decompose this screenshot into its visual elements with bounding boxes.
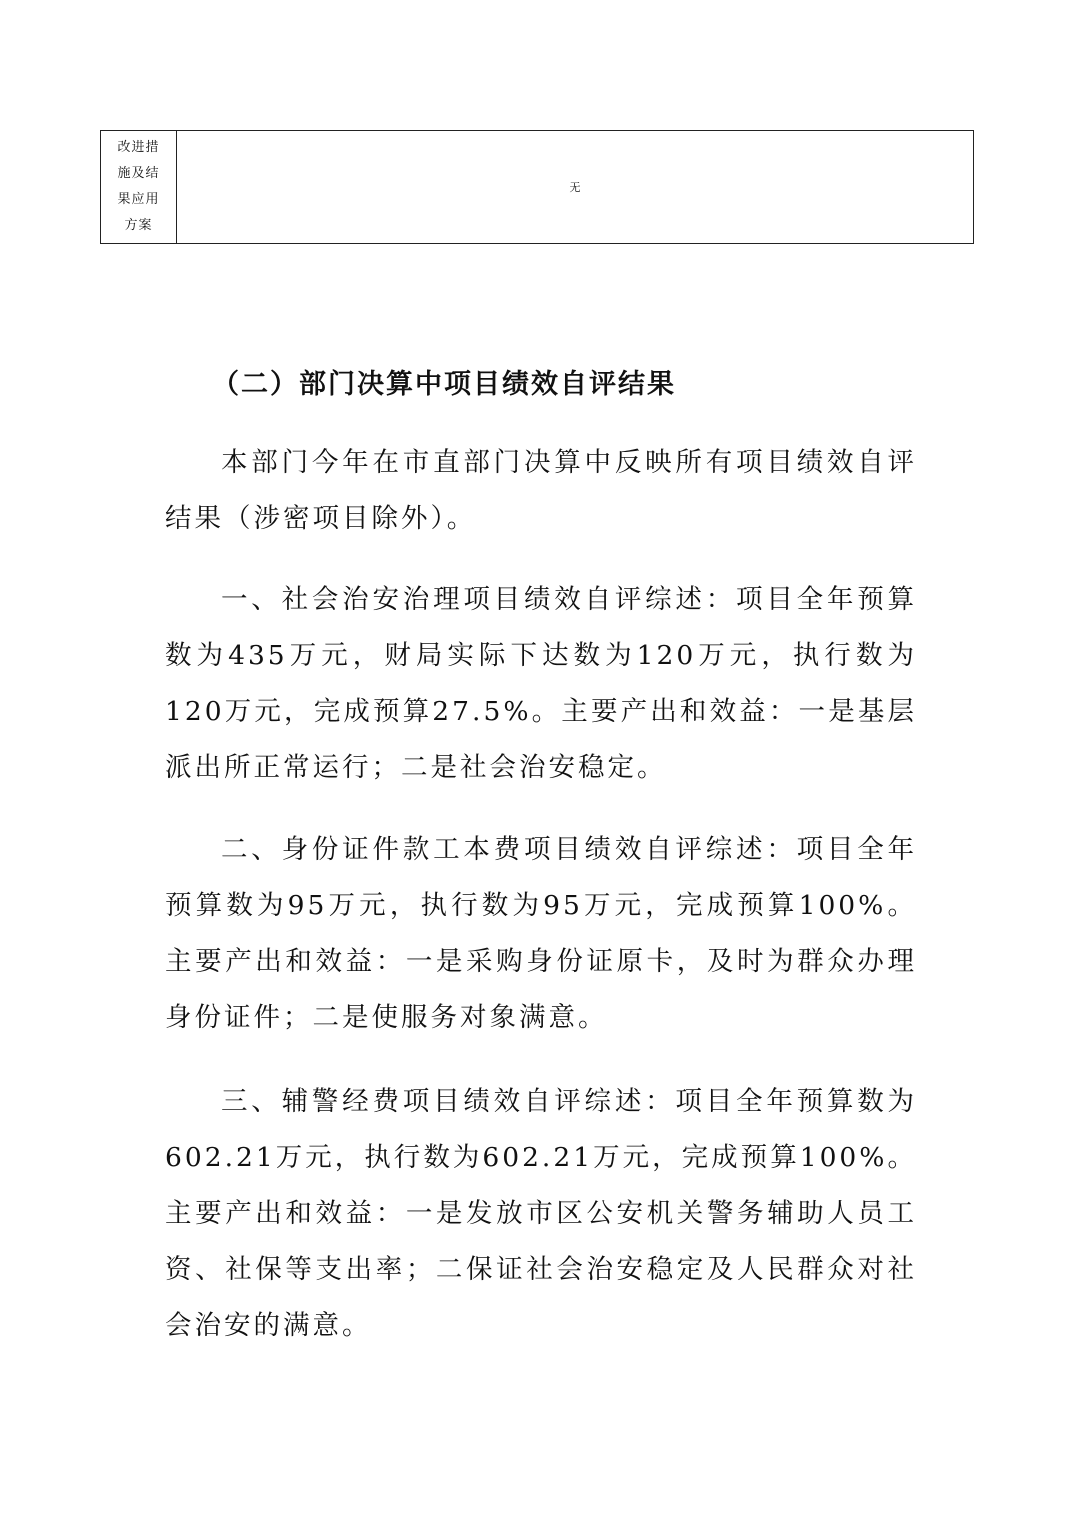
table-label-line: 施及结 (117, 166, 160, 181)
table-label-cell (101, 131, 177, 243)
table-label-line: 果应用 (117, 192, 160, 207)
paragraph-intro: 本部门今年在市直部门决算中反映所有项目绩效自评结果（涉密项目除外）。 (165, 447, 917, 534)
paragraph-public-security: 一、社会治安治理项目绩效自评综述：项目全年预算数为435万元，财局实际下达数为120万元，执行数为120万元，完成预算27.5%。主要产出和效益：一是基层派出所正常运行；二是社会治安稳定。 (165, 584, 917, 783)
paragraph-auxiliary-police: 三、辅警经费项目绩效自评综述：项目全年预算数为602.21万元，执行数为602.21万元，完成预算100%。主要产出和效益：一是发放市区公安机关警务辅助人员工资、社保等支出率；二保证社会治安稳定及人民群众对社会治安的满意。 (165, 1086, 917, 1341)
table-value-cell (177, 131, 973, 243)
paragraph-id-card: 二、身份证件款工本费项目绩效自评综述：项目全年预算数为95万元，执行数为95万元，完成预算100%。主要产出和效益：一是采购身份证原卡，及时为群众办理身份证件；二是使服务对象满意。 (165, 834, 917, 1033)
improvement-measures-table (100, 130, 974, 244)
section-title: （二）部门决算中项目绩效自评结果 (212, 369, 676, 400)
table-label-line: 改进措 (117, 140, 160, 155)
table-value-text: 无 (569, 181, 581, 194)
table-label-line: 方案 (124, 218, 153, 233)
